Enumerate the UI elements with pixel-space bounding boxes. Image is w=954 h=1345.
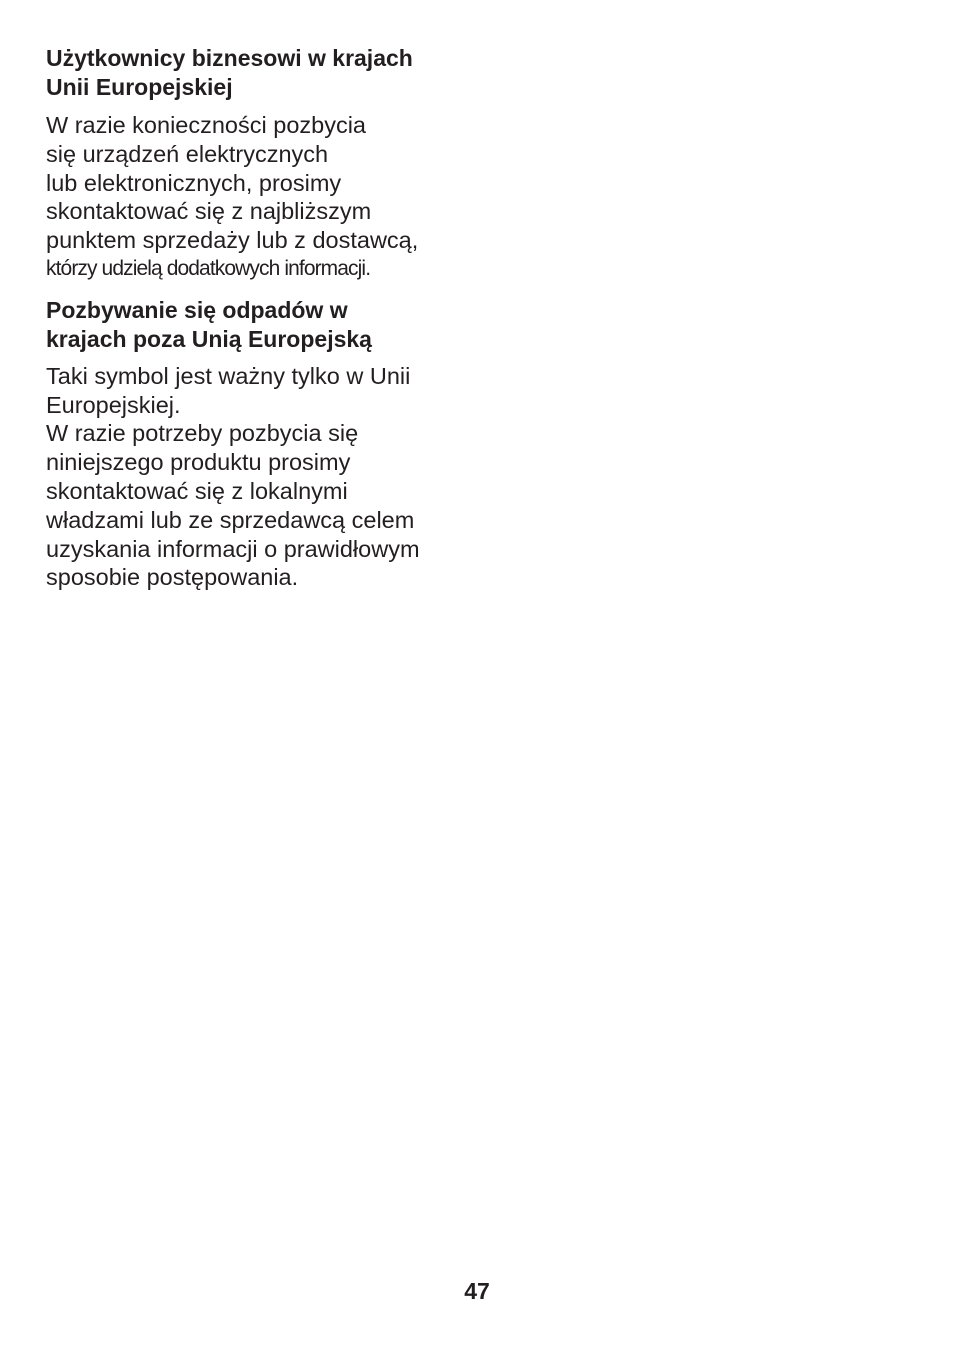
paragraph-line: Taki symbol jest ważny tylko w Unii — [46, 362, 411, 389]
text-column — [46, 44, 476, 592]
paragraph-line: skontaktować się z najbliższym — [46, 198, 372, 225]
heading-line: krajach poza Unią Europejską — [46, 325, 372, 352]
heading-line: Użytkownicy biznesowi w krajach — [46, 45, 413, 71]
paragraph-line: sposobie postępowania. — [46, 564, 299, 591]
section-paragraph-business-users-eu — [46, 111, 476, 284]
section-paragraph-disposal-outside-eu — [46, 362, 476, 592]
paragraph-line: punktem sprzedaży lub z dostawcą, — [46, 227, 419, 254]
paragraph-line: W razie potrzeby pozbycia się — [46, 420, 359, 447]
paragraph-line: się urządzeń elektrycznych — [46, 140, 329, 167]
paragraph-line: władzami lub ze sprzedawcą celem — [46, 506, 415, 533]
heading-line: Unii Europejskiej — [46, 74, 233, 100]
paragraph-line: Europejskiej. — [46, 391, 181, 418]
paragraph-line: lub elektronicznych, prosimy — [46, 169, 342, 196]
section-heading-disposal-outside-eu — [46, 296, 476, 354]
paragraph-line: W razie konieczności pozbycia — [46, 112, 366, 138]
paragraph-line: skontaktować się z lokalnymi — [46, 477, 348, 504]
section-heading-business-users-eu — [46, 44, 476, 102]
paragraph-line: którzy udzielą dodatkowych informacji. — [46, 256, 371, 280]
heading-line: Pozbywanie się odpadów w — [46, 296, 348, 323]
paragraph-line: niniejszego produktu prosimy — [46, 449, 351, 476]
page-number: 47 — [464, 1278, 490, 1304]
paragraph-line: uzyskania informacji o prawidłowym — [46, 535, 420, 562]
